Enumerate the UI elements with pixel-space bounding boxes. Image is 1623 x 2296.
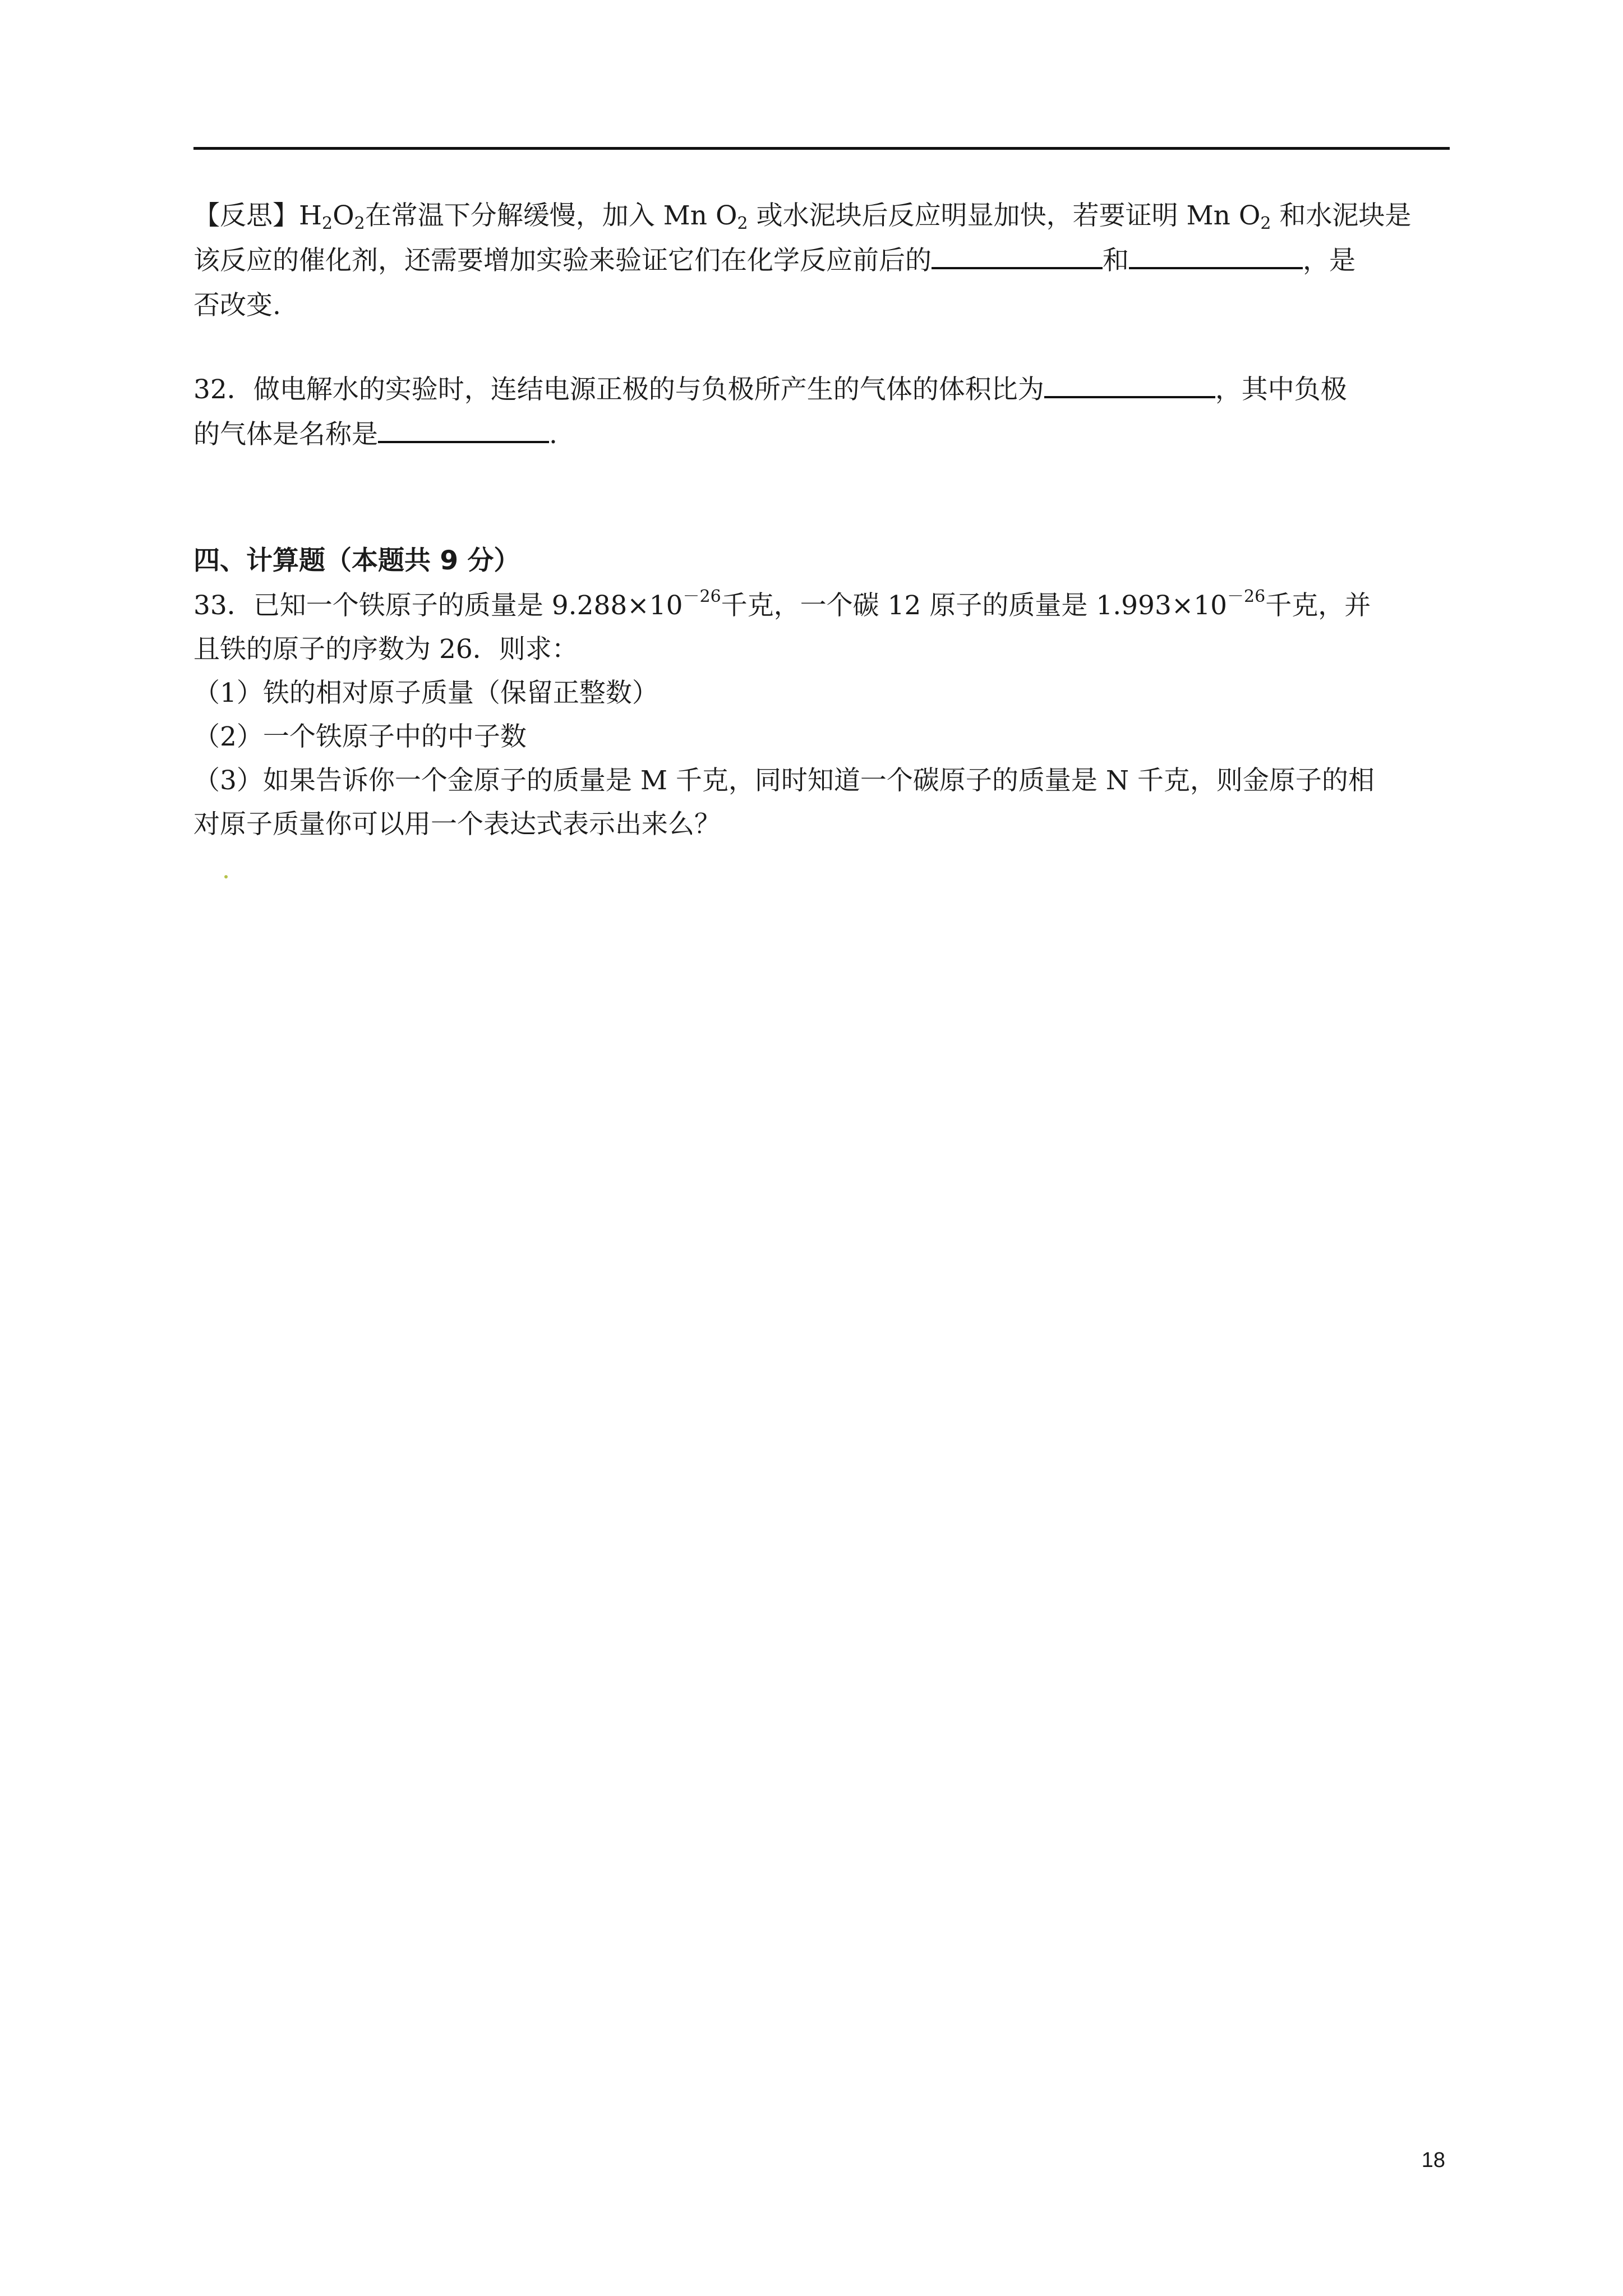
page-number: 18 <box>1421 2148 1445 2172</box>
question-33-sub-3-line-2: 对原子质量你可以用一个表达式表示出来么？ <box>193 809 721 840</box>
answer-blank[interactable] <box>378 414 549 443</box>
question-33-sub-2: （2）一个铁原子中的中子数 <box>193 721 527 752</box>
reflection-line-2: 该反应的催化剂，还需要增加实验来验证它们在化学反应前后的 和 ，是 <box>193 238 1450 283</box>
question-33-sub-3-line-1: （3）如果告诉你一个金原子的质量是 M 千克，同时知道一个碳原子的质量是 N 千克，则金原子的相 <box>193 765 1375 796</box>
question-33-sub-1: （1）铁的相对原子质量（保留正整数） <box>193 678 658 708</box>
question-32-line-2: 的气体是名称是 . <box>193 412 1450 457</box>
reflection-line-1: 【反思】$H_2O_2$在常温下分解缓慢，加入 Mn $O_2$ 或水泥块后反应明显加快，若要证明 Mn $O_2$ 和水泥块是 <box>193 200 1412 233</box>
answer-blank[interactable] <box>1129 240 1303 269</box>
stray-dot <box>224 875 228 878</box>
reflection-label: 【反思】 <box>193 200 299 231</box>
answer-blank[interactable] <box>932 240 1103 269</box>
section-title: 四、计算题（本题共 9 分） <box>193 545 520 576</box>
question-33-line-2: 且铁的原子的序数为 26．则求： <box>193 634 578 665</box>
reflection-line-3: 否改变. <box>193 290 281 321</box>
question-32-line-1: 32．做电解水的实验时，连结电源正极的与负极所产生的气体的体积比为 ，其中负极 <box>193 367 1450 412</box>
header-rule <box>193 147 1450 150</box>
question-33-line-1: 33．已知一个铁原子的质量是 $9.288\times 10^{-26}$千克，一个碳 12 原子的质量是 $1.993\times 10^{-26}$千克，并 <box>193 587 1371 621</box>
answer-blank[interactable] <box>1044 369 1215 398</box>
